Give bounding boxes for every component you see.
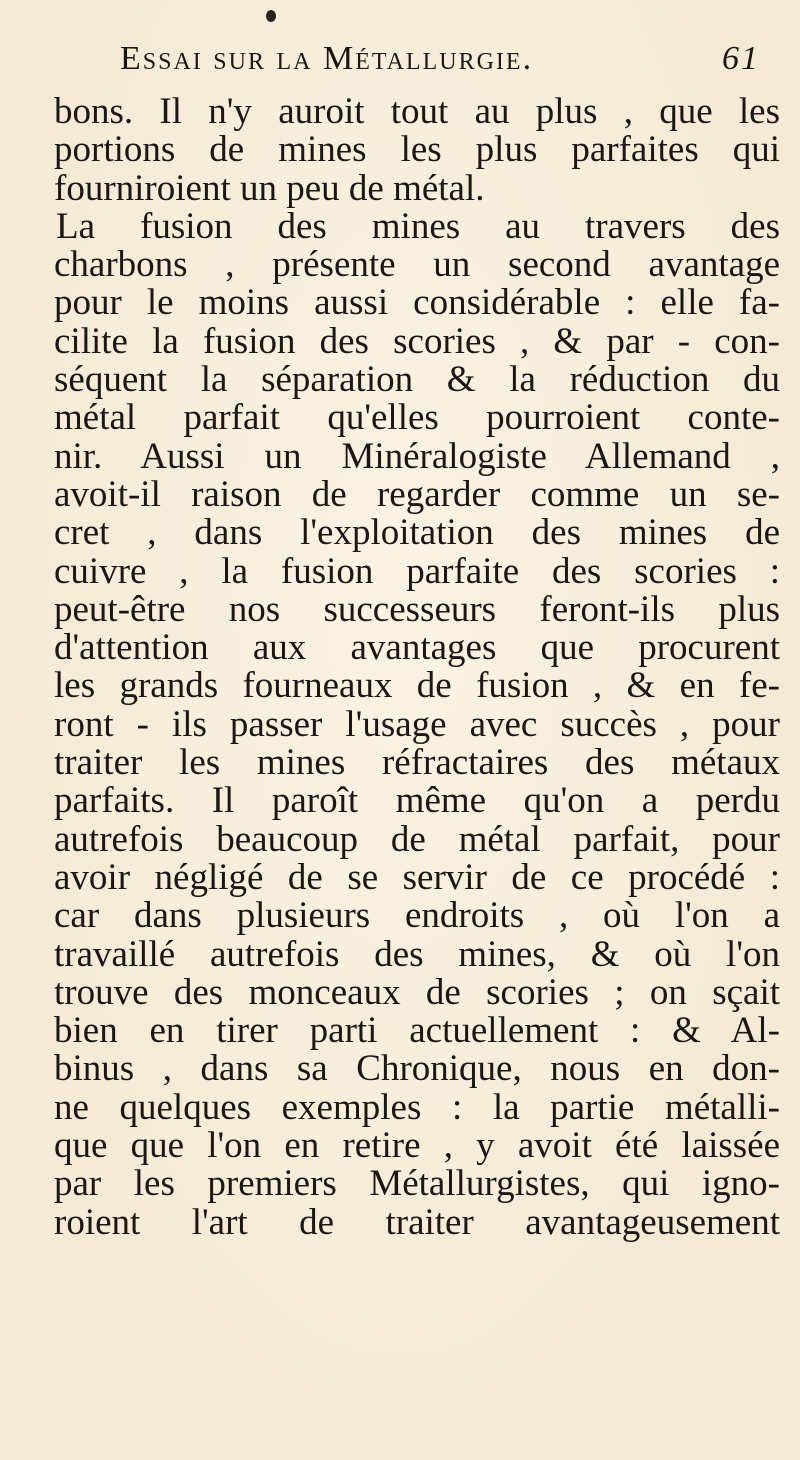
- text-line: car dans plusieurs endroits , où l'on a: [54, 895, 780, 937]
- running-title: Essai sur la Métallurgie.: [120, 40, 534, 77]
- text-line: parfaits. Il paroît même qu'on a perdu: [54, 780, 780, 822]
- ink-dot: [266, 10, 276, 22]
- text-line: fourniroient un peu de métal.: [54, 167, 485, 209]
- text-line: autrefois beaucoup de métal parfait, pour: [54, 818, 780, 860]
- text-line: nir. Aussi un Minéralogiste Allemand ,: [54, 435, 780, 477]
- text-line: par les premiers Métallurgistes, qui igno-: [54, 1163, 780, 1205]
- text-line: peut-être nos successeurs feront-ils plus: [54, 588, 780, 630]
- text-line: ront - ils passer l'usage avec succès , pour: [54, 703, 780, 745]
- text-line: les grands fourneaux de fusion , & en fe-: [54, 665, 780, 707]
- text-line: La fusion des mines au travers des: [56, 205, 780, 247]
- text-line: d'attention aux avantages que procurent: [54, 627, 780, 669]
- text-line: cuivre , la fusion parfaite des scories :: [54, 550, 780, 592]
- text-line: ne quelques exemples : la partie métalli-: [54, 1086, 780, 1128]
- text-line: trouve des monceaux de scories ; on sçait: [54, 971, 780, 1013]
- text-line: avoir négligé de se servir de ce procédé :: [54, 856, 780, 898]
- text-line: portions de mines les plus parfaites qui: [54, 129, 780, 171]
- body-text: [54, 93, 780, 1242]
- text-line: bons. Il n'y auroit tout au plus , que les: [54, 91, 780, 132]
- text-line: cret , dans l'exploitation des mines de: [54, 512, 780, 554]
- text-line: binus , dans sa Chronique, nous en don-: [54, 1048, 780, 1090]
- text-line: que que l'on en retire , y avoit été laissée: [54, 1125, 780, 1167]
- text-line: charbons , présente un second avantage: [54, 244, 780, 286]
- text-line: métal parfait qu'elles pourroient conte-: [54, 397, 780, 439]
- text-line: roient l'art de traiter avantageusement: [54, 1201, 780, 1243]
- text-line: bien en tirer parti actuellement : & Al-: [54, 1010, 780, 1052]
- text-line: séquent la séparation & la réduction du: [54, 359, 780, 401]
- text-line: travaillé autrefois des mines, & où l'on: [54, 933, 780, 975]
- text-line: avoit-il raison de regarder comme un se-: [54, 473, 780, 515]
- text-line: cilite la fusion des scories , & par - con-: [54, 320, 780, 362]
- text-line: traiter les mines réfractaires des métaux: [54, 742, 780, 784]
- running-header: [120, 40, 760, 86]
- text-line: pour le moins aussi considérable : elle fa-: [54, 282, 780, 324]
- page-number: 61: [722, 40, 760, 77]
